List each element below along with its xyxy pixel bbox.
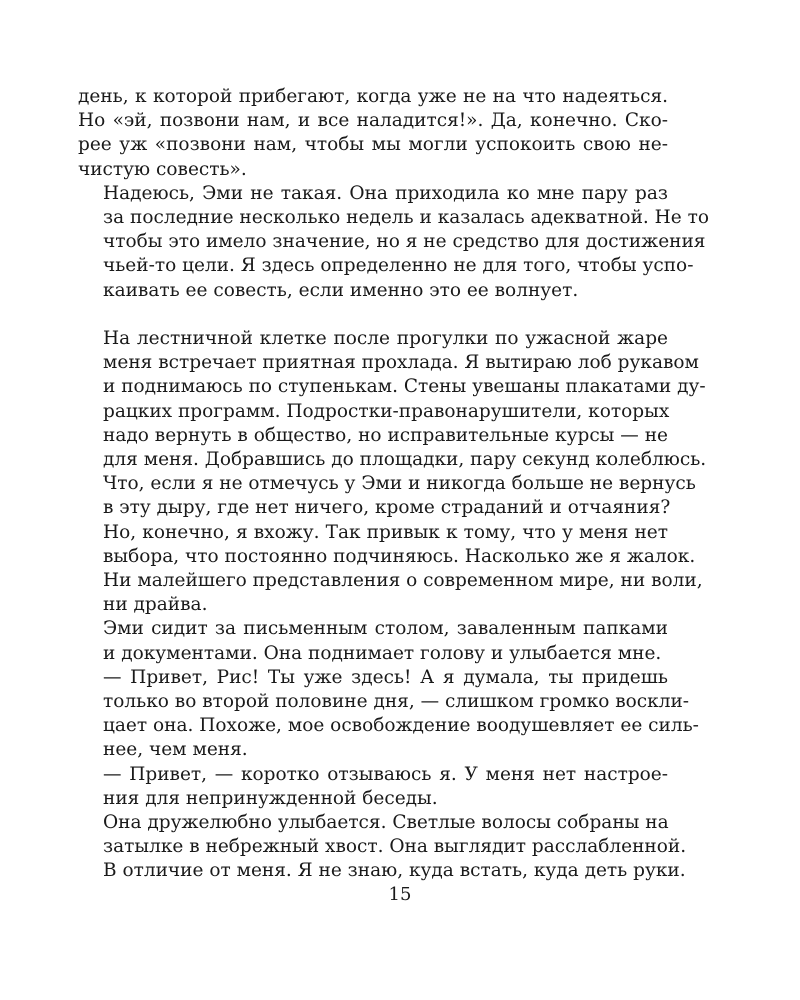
body-text [78,85,710,884]
text-line: Эми сидит за письменным столом, заваленным папками [103,618,668,640]
paragraph [78,182,710,303]
text-line: нее, чем меня. [103,739,248,761]
text-line: Она дружелюбно улыбается. Светлые волосы собраны на [103,812,669,834]
text-line: ния для непринужденной беседы. [103,787,438,809]
text-line: Надеюсь, Эми не такая. Она приходила ко мне пару раз [103,182,668,204]
paragraph [78,811,687,884]
text-line: рацких программ. Подростки-правонарушители, которых [103,400,670,422]
paragraph [78,763,668,811]
text-line: На лестничной клетке после прогулки по ужасной жаре [103,328,668,350]
paragraph [78,521,703,618]
paragraph [78,666,699,763]
text-line: Но, конечно, я вхожу. Так привык к тому, что у меня нет [103,521,668,543]
text-line: рее уж «позвони нам, чтобы мы могли успокоить свою не- [78,134,668,156]
text-line: надо вернуть в общество, но исправительные курсы — не [103,424,668,446]
text-line: каивать ее совесть, если именно это ее волнует. [103,279,579,301]
text-line: для меня. Добравшись до площадки, пару секунд колеблюсь. [103,449,707,471]
paragraph [78,327,707,521]
text-line: цает она. Похоже, мое освобождение воодушевляет ее силь- [103,715,699,737]
text-line: выбора, что постоянно подчиняюсь. Насколько же я жалок. [103,545,696,567]
text-line: только во второй половине дня, — слишком громко воскли- [103,691,690,713]
text-line: чьей-то цели. Я здесь определенно не для того, чтобы успо- [103,255,694,277]
text-line: В отличие от меня. Я не знаю, куда встать, куда деть руки. [103,860,686,882]
text-line: и документами. Она поднимает голову и улыбается мне. [103,642,662,664]
text-line: за последние несколько недель и казалась адекватной. Не то [103,207,710,229]
page-number: 15 [388,884,412,905]
text-line: день, к которой прибегают, когда уже не на что надеяться. [78,86,668,107]
text-line: — Привет, — коротко отзываюсь я. У меня нет настрое- [103,763,668,785]
text-line: затылке в небрежный хвост. Она выглядит расслабленной. [103,836,687,858]
text-line: Но «эй, позвони нам, и все наладится!». Да, конечно. Ско- [78,110,668,132]
text-line: и поднимаюсь по ступенькам. Стены увешаны плакатами ду- [103,376,706,398]
paragraph [78,85,668,182]
text-line: чтобы это имело значение, но я не средство для достижения [103,231,706,253]
paragraph [78,617,668,665]
text-line: — Привет, Рис! Ты уже здесь! А я думала, ты придешь [103,666,668,688]
text-line: в эту дыру, где нет ничего, кроме страданий и отчаяния? [103,497,671,519]
text-line: Ни малейшего представления о современном мире, ни воли, [103,570,703,592]
text-line: Что, если я не отмечусь у Эми и никогда больше не вернусь [103,473,696,495]
text-line: чистую совесть». [78,158,247,180]
text-line: меня встречает приятная прохлада. Я вытираю лоб рукавом [103,352,699,374]
text-line: ни драйва. [103,594,208,616]
